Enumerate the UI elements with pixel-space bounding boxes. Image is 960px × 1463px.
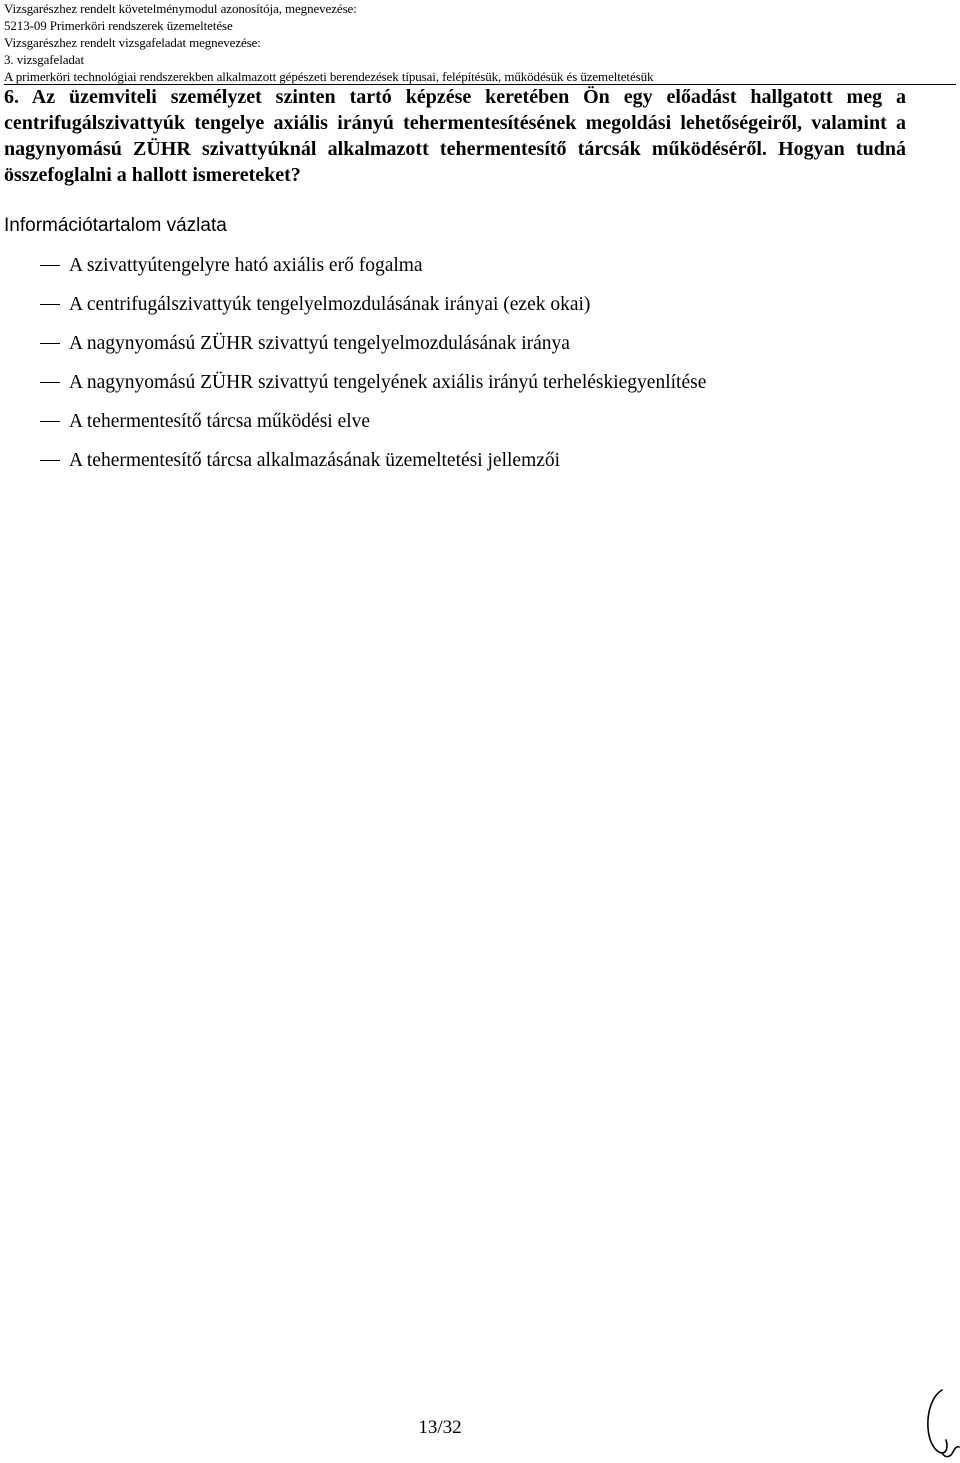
- header-task-number: 3. vizsgafeladat: [4, 52, 84, 67]
- dash-bullet-icon: [40, 265, 60, 266]
- header-task-name: A primerköri technológiai rendszerekben alkalmazott gépészeti berendezések típusai, felépítésük, működésük és üzemeltetésük: [4, 69, 654, 84]
- header-task-label: Vizsgarészhez rendelt vizsgafeladat megnevezése:: [4, 35, 261, 50]
- outline-item: [0, 371, 960, 410]
- question-text: 6. Az üzemviteli személyzet szinten tartó képzése keretében Ön egy előadást hallgatott meg a centrifugálszivattyúk tengelye axiális irányú tehermentesítésének megoldási lehetőségeiről, valamint a nagynyomású ZÜHR szivattyúknál alkalmazott tehermentesítő tárcsák működéséről. Hogyan tudná összefoglalni a hallott ismereteket?: [4, 86, 906, 186]
- dash-bullet-icon: [40, 382, 60, 383]
- header-module-name: 5213-09 Primerköri rendszerek üzemeltetése: [4, 18, 233, 33]
- outline-item: [0, 254, 960, 293]
- dash-bullet-icon: [40, 304, 60, 305]
- outline-item-text: A nagynyomású ZÜHR szivattyú tengelyének axiális irányú terheléskiegyenlítése: [69, 372, 707, 393]
- outline-item-text: A tehermentesítő tárcsa alkalmazásának üzemeltetési jellemzői: [69, 450, 561, 471]
- outline-item: [0, 449, 960, 488]
- outline-item-text: A tehermentesítő tárcsa működési elve: [69, 411, 371, 432]
- document-header: [4, 0, 956, 85]
- outline-item: [0, 332, 960, 371]
- outline-title: Információtartalom vázlata: [4, 215, 227, 236]
- outline-item: [0, 293, 960, 332]
- outline-list: [0, 254, 960, 488]
- dash-bullet-icon: [40, 343, 60, 344]
- outline-item-text: A szivattyútengelyre ható axiális erő fogalma: [69, 255, 423, 276]
- dash-bullet-icon: [40, 421, 60, 422]
- header-module-label: Vizsgarészhez rendelt követelménymodul azonosítója, megnevezése:: [4, 1, 357, 16]
- page-number: 13/32: [418, 1417, 462, 1438]
- handwritten-signature: [920, 1386, 960, 1460]
- outline-item-text: A centrifugálszivattyúk tengelyelmozdulásának irányai (ezek okai): [69, 294, 591, 315]
- outline-item: [0, 410, 960, 449]
- dash-bullet-icon: [40, 460, 60, 461]
- outline-item-text: A nagynyomású ZÜHR szivattyú tengelyelmozdulásának iránya: [69, 333, 570, 354]
